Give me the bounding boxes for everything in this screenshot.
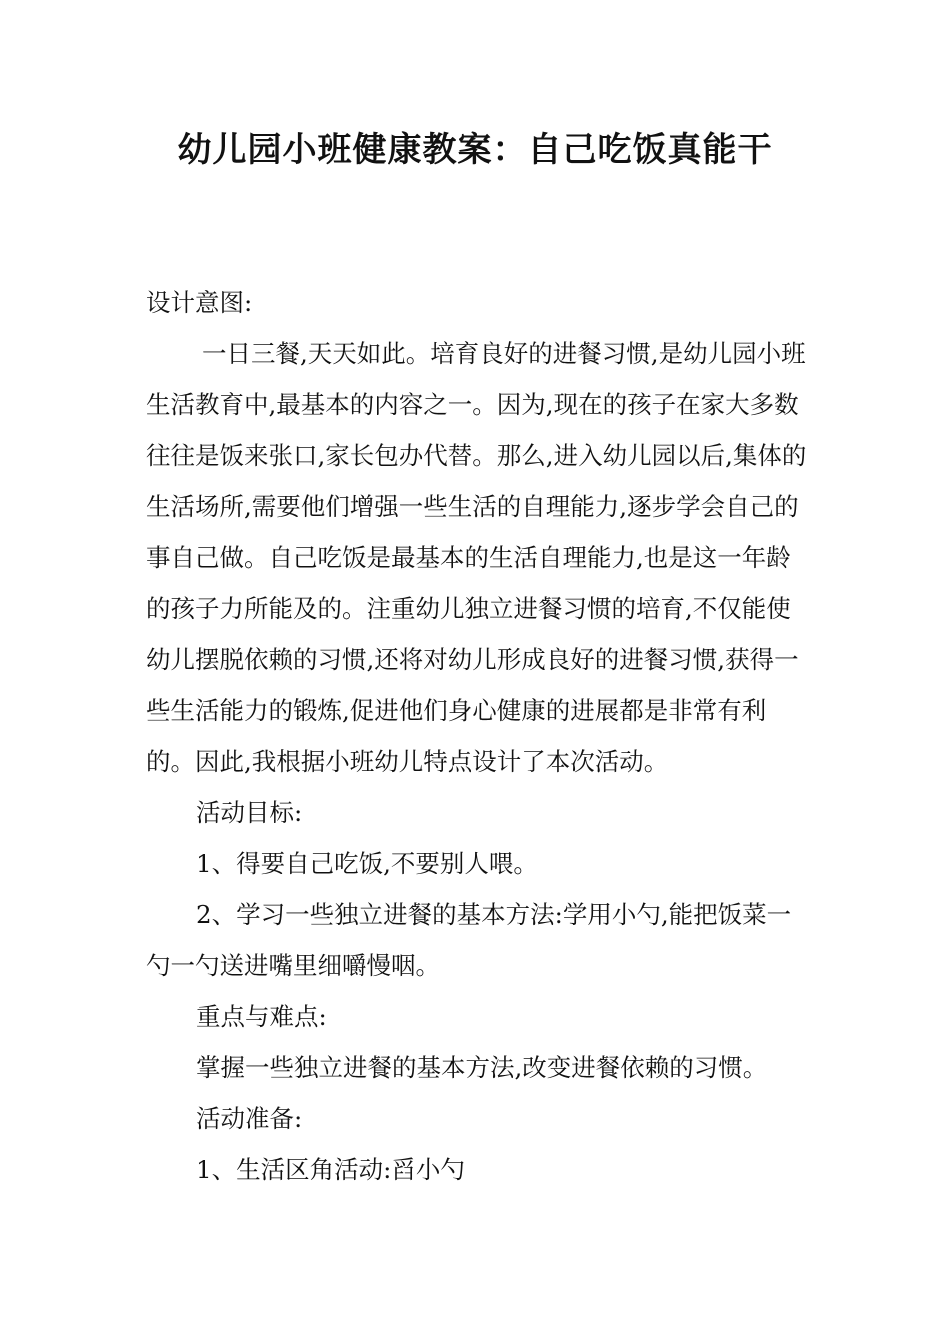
- preparation-item-1: 1、生活区角活动:舀小勺: [196, 1155, 465, 1184]
- document-title: 幼儿园小班健康教案：自己吃饭真能干: [177, 130, 773, 170]
- section-heading-key-points: 重点与难点:: [196, 1002, 327, 1031]
- document-body: [146, 277, 810, 1195]
- key-points-text: 掌握一些独立进餐的基本方法,改变进餐依赖的习惯。: [196, 1053, 768, 1082]
- section-heading-preparation: 活动准备:: [196, 1104, 303, 1133]
- section-heading-activity-goals: 活动目标:: [196, 798, 303, 827]
- section-heading-design-intent: 设计意图:: [146, 288, 253, 317]
- goal-item-1: 1、得要自己吃饭,不要别人喂。: [196, 849, 538, 878]
- design-intent-paragraph: 一日三餐,天天如此。培育良好的进餐习惯,是幼儿园小班生活教育中,最基本的内容之一。因为,现在的孩子在家大多数往往是饭来张口,家长包办代替。那么,进入幼儿园以后,集体的生活场所,需要他们增强一些生活的自理能力,逐步学会自己的事自己做。自己吃饭是最基本的生活自理能力,也是这一年龄的孩子力所能及的。注重幼儿独立进餐习惯的培育,不仅能使幼儿摆脱依赖的习惯,还将对幼儿形成良好的进餐习惯,获得一些生活能力的锻炼,促进他们身心健康的进展都是非常有利的。因此,我根据小班幼儿特点设计了本次活动。: [146, 339, 807, 776]
- goal-item-2: 2、学习一些独立进餐的基本方法:学用小勺,能把饭菜一勺一勺送进嘴里细嚼慢咽。: [146, 900, 792, 980]
